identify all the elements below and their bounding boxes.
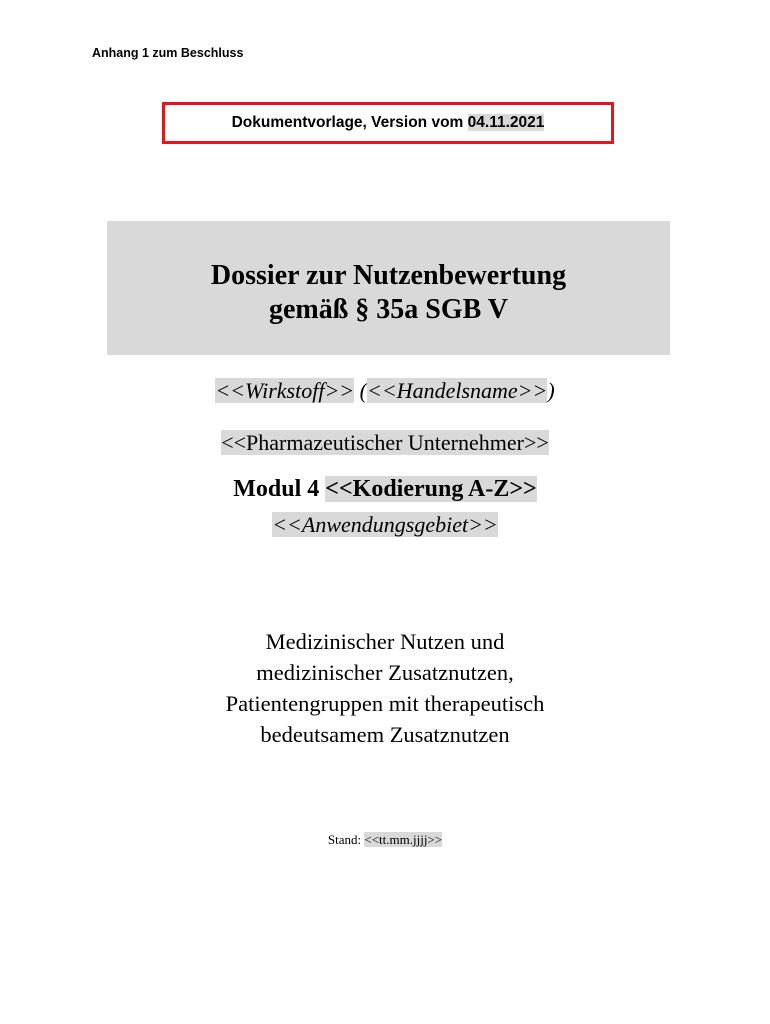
handelsname-placeholder: <<Handelsname>> (366, 378, 548, 403)
version-prefix: Dokumentvorlage, Version vom (231, 114, 464, 131)
indication-placeholder: <<Anwendungsgebiet>> (272, 512, 498, 537)
module-line (0, 476, 770, 503)
version-box (162, 102, 614, 144)
version-line (165, 114, 611, 132)
close-paren: ) (547, 378, 555, 403)
benefit-line-4: bedeutsamem Zusatznutzen (260, 722, 510, 747)
benefit-line-2: medizinischer Zusatznutzen, (256, 660, 514, 685)
title-line-2: gemäß § 35a SGB V (268, 294, 509, 325)
title-block (107, 221, 670, 355)
title-line-1: Dossier zur Nutzenbewertung (210, 260, 567, 291)
company-placeholder: <<Pharmazeutischer Unternehmer>> (221, 430, 549, 455)
indication-line (0, 512, 770, 538)
version-date: 04.11.2021 (467, 114, 545, 131)
open-paren: ( (354, 378, 367, 403)
module-code-placeholder: <<Kodierung A-Z>> (325, 476, 537, 502)
status-date-placeholder: <<tt.mm.jjjj>> (364, 832, 443, 847)
substance-line (0, 378, 770, 404)
annex-label: Anhang 1 zum Beschluss (92, 46, 244, 60)
status-line (0, 832, 770, 848)
benefit-line-1: Medizinischer Nutzen und (265, 629, 505, 654)
benefit-line-3: Patientengruppen mit therapeutisch (225, 691, 545, 716)
status-label: Stand: (327, 832, 362, 847)
wirkstoff-placeholder: <<Wirkstoff>> (215, 378, 355, 403)
company-line (0, 430, 770, 456)
benefit-text (0, 626, 770, 750)
module-prefix: Modul 4 (233, 476, 320, 502)
